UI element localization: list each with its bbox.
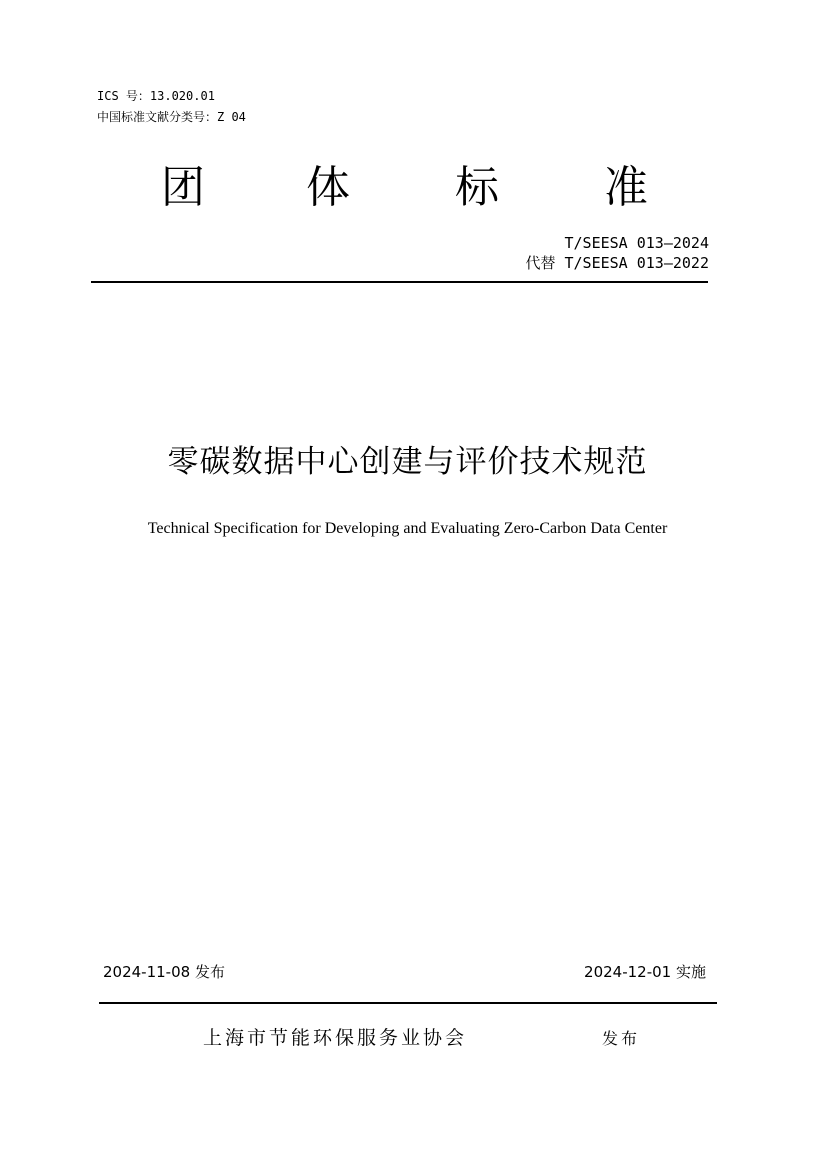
publisher-organization: 上海市节能环保服务业协会	[203, 1027, 468, 1049]
heading-char-1: 团	[161, 162, 205, 213]
top-divider	[91, 281, 708, 283]
ccs-classification: 中国标准文献分类号：Z 04	[97, 110, 246, 124]
publisher-action: 发布	[602, 1029, 641, 1048]
bottom-divider	[99, 1002, 717, 1004]
heading-char-2: 体	[306, 162, 350, 213]
ics-number: ICS 号：13.020.01	[97, 89, 215, 103]
heading-char-3: 标	[455, 162, 499, 213]
document-type-heading	[0, 160, 815, 220]
heading-char-4: 准	[604, 162, 648, 213]
implementation-date: 2024-12-01 实施	[584, 963, 706, 981]
replaces-standard: 代替 T/SEESA 013—2022	[525, 254, 709, 272]
publish-date: 2024-11-08 发布	[103, 963, 225, 981]
title-english: Technical Specification for Developing and Evaluating Zero-Carbon Data Center	[147, 520, 668, 537]
standard-number: T/SEESA 013—2024	[564, 234, 709, 252]
title-chinese: 零碳数据中心创建与评价技术规范	[167, 444, 648, 480]
